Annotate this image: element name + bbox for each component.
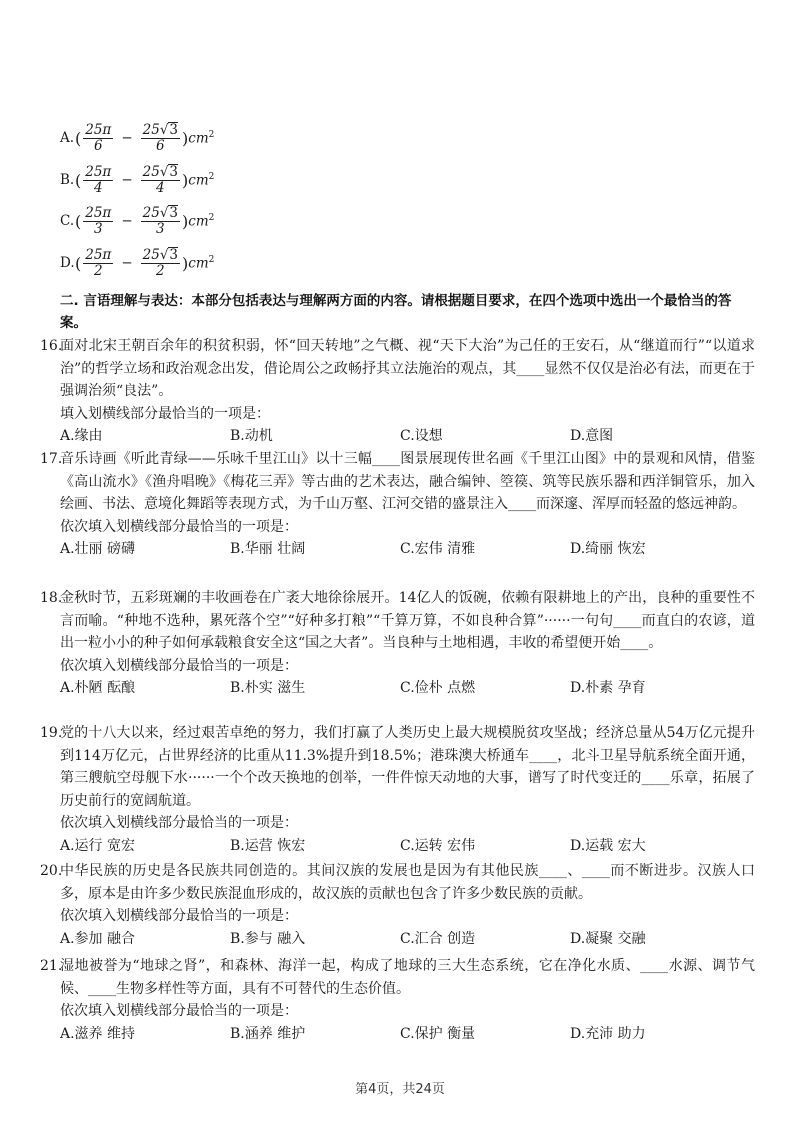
question-number: 19.: [40, 725, 63, 741]
option-a[interactable]: A.朴陋 酝酿: [60, 680, 136, 697]
question-number: 17.: [40, 451, 63, 467]
question-prompt: 依次填入划横线部分最恰当的一项是：: [60, 815, 298, 832]
option-c[interactable]: C.保护 衡量: [400, 1025, 476, 1042]
question-20: [40, 860, 755, 950]
question-16: [40, 335, 755, 448]
option-d[interactable]: D.充沛 助力: [570, 1025, 646, 1042]
option-d[interactable]: D.意图: [570, 428, 614, 445]
option-list: [60, 677, 755, 700]
option-a[interactable]: A.壮丽 磅礴: [60, 541, 136, 558]
option-b[interactable]: B.动机: [230, 428, 273, 445]
option-b[interactable]: B.参与 融入: [230, 930, 306, 947]
option-list: [60, 835, 755, 858]
question-18: [40, 587, 755, 700]
option-d[interactable]: D.朴素 孕育: [570, 680, 646, 697]
option-list: [60, 425, 755, 448]
option-a[interactable]: A.运行 宽宏: [60, 837, 136, 854]
question-text: 中华民族的历史是各民族共同创造的。其间汉族的发展也是因为有其他民族____、____而不断进步。汉族人口多，原本是由许多少数民族混血形成的，故汉族的贡献也包含了许多少数民族的贡献。: [60, 863, 755, 902]
option-list: [60, 538, 755, 561]
question-number: 20.: [40, 863, 63, 879]
option-list: [60, 928, 755, 951]
option-a[interactable]: A.参加 融合: [60, 930, 136, 947]
option-c[interactable]: C.设想: [400, 428, 443, 445]
question-number: 18.: [40, 590, 63, 606]
option-a[interactable]: A.缘由: [60, 428, 103, 445]
question-text: 党的十八大以来，经过艰苦卓绝的努力，我们打赢了人类历史上最大规模脱贫攻坚战；经济总量从54万亿元提升到114万亿元，占世界经济的比重从11.3%提升到18.5%；港珠澳大桥通车____，北斗卫星导航系统全面开通，第三艘航空母舰下水······一个个改天换地的创举，一件件惊天动地的大事，谱写了时代变迁的____乐章，拓展了历史前行的宽阔航道。: [60, 725, 755, 809]
section-heading: 二. 言语理解与表达：本部分包括表达与理解两方面的内容。请根据题目要求，在四个选项中选出一个最恰当的答案。: [60, 293, 732, 331]
question-21: [40, 955, 755, 1045]
option-list: [60, 1023, 755, 1046]
question-prompt: 填入划横线部分最恰当的一项是：: [60, 405, 270, 422]
option-a[interactable]: A.滋养 维持: [60, 1025, 136, 1042]
option-b[interactable]: B.朴实 滋生: [230, 680, 306, 697]
question-number: 21.: [40, 958, 63, 974]
option-b[interactable]: B.华丽 壮阔: [230, 541, 306, 558]
question-17: [40, 448, 755, 561]
option-c[interactable]: C.汇合 创造: [400, 930, 476, 947]
question-19: [40, 722, 755, 858]
option-d-fraction: D. ( $\frac{25\pi}{2}$ − $\frac{25√3}{2}$ ) $cm^2$: [60, 246, 215, 279]
option-c[interactable]: C.宏伟 清雅: [400, 541, 476, 558]
question-prompt: 依次填入划横线部分最恰当的一项是：: [60, 657, 298, 674]
page-footer: 第4页，共24页: [355, 1082, 445, 1097]
option-c[interactable]: C.运转 宏伟: [400, 837, 476, 854]
option-c-fraction: C. ( $\frac{25\pi}{3}$ − $\frac{25√3}{3}$ ) $cm^2$: [60, 204, 215, 237]
question-text: 湿地被誉为“地球之肾”，和森林、海洋一起，构成了地球的三大生态系统，它在净化水质、____水源、调节气候、____生物多样性等方面，具有不可替代的生态价值。: [60, 958, 755, 997]
question-prompt: 依次填入划横线部分最恰当的一项是：: [60, 1003, 298, 1020]
question-text: 音乐诗画《听此青绿——乐咏千里江山》以十三幅____图景展现传世名画《千里江山图》中的景观和风情，借鉴《高山流水》《渔舟唱晚》《梅花三弄》等古曲的艺术表达，融合编钟、箜篌、筑等民族乐器和西洋铜管乐，加入绘画、书法、意境化舞蹈等表现方式，为千山万壑、江河交错的盛景注入____而深邃、浑厚而轻盈的悠远神韵。: [60, 451, 755, 513]
option-b-fraction: B. ( $\frac{25\pi}{4}$ − $\frac{25√3}{4}$ ) $cm^2$: [60, 163, 215, 196]
question-number: 16.: [40, 338, 63, 354]
option-a-fraction: A. ( $\frac{25\pi}{6}$ − $\frac{25√3}{6}$ ) $cm^2$: [60, 121, 215, 154]
question-text: 金秋时节，五彩斑斓的丰收画卷在广袤大地徐徐展开。14亿人的饭碗，依赖有限耕地上的产出，良种的重要性不言而喻。“种地不选种，累死落个空”“好种多打粮”“千算万算，不如良种合算”······一句句____而直白的农谚，道出一粒小小的种子如何承载粮食安全这“国之大者”。当良种与土地相遇，丰收的希望便开始____。: [60, 590, 755, 652]
option-b[interactable]: B.运营 恢宏: [230, 837, 306, 854]
option-d[interactable]: D.运载 宏大: [570, 837, 646, 854]
question-prompt: 依次填入划横线部分最恰当的一项是：: [60, 908, 298, 925]
option-c[interactable]: C.俭朴 点燃: [400, 680, 476, 697]
option-b[interactable]: B.涵养 维护: [230, 1025, 306, 1042]
question-prompt: 依次填入划横线部分最恰当的一项是：: [60, 518, 298, 535]
option-d[interactable]: D.凝聚 交融: [570, 930, 646, 947]
question-text: 面对北宋王朝百余年的积贫积弱，怀“回天转地”之气概、视“天下大治”为己任的王安石，从“继道而行”“以道求治”的哲学立场和政治观念出发，借论周公之政畅抒其立法施治的观点，其____显然不仅仅是治必有法，而更在于强调治须“良法”。: [60, 338, 755, 400]
option-d[interactable]: D.绮丽 恢宏: [570, 541, 646, 558]
